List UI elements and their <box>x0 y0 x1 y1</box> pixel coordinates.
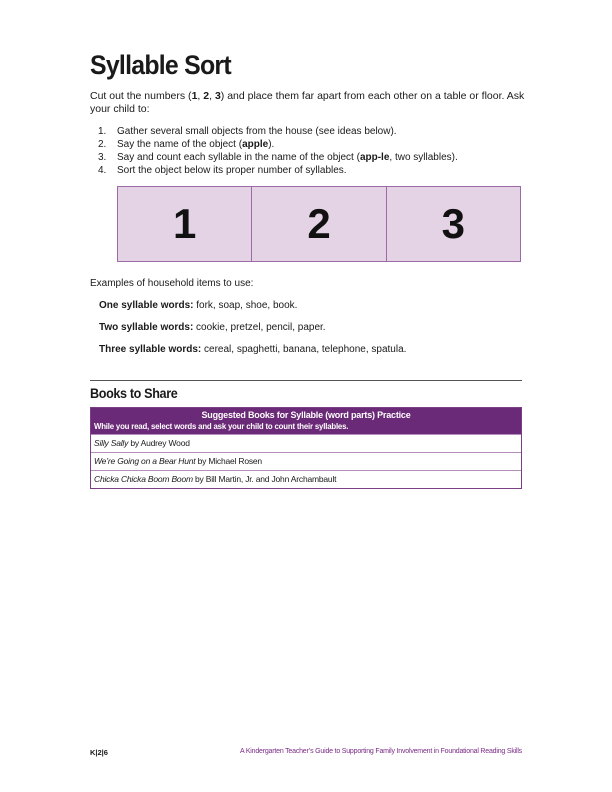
step-text: Gather several small objects from the house (see ideas below). <box>117 126 397 137</box>
intro-separator: , <box>209 90 215 102</box>
example-words: fork, soap, shoe, book. <box>193 300 298 311</box>
examples-intro: Examples of household items to use: <box>90 278 254 289</box>
step-item <box>98 151 528 164</box>
number-boxes <box>117 186 521 262</box>
page-number: K|2|6 <box>90 748 108 757</box>
table-row <box>91 452 521 470</box>
step-item <box>98 138 528 151</box>
table-row <box>91 470 521 488</box>
intro-number-3: 3 <box>214 90 221 102</box>
books-table-title: Suggested Books for Syllable (word parts) Practice <box>201 410 411 420</box>
step-number: 2. <box>98 139 107 150</box>
example-one-syllable <box>99 300 297 311</box>
footer-guide-title: A Kindergarten Teacher’s Guide to Supporting Family Involvement in Foundational Reading Skills <box>240 748 522 755</box>
example-words: cookie, pretzel, pencil, paper. <box>193 322 326 333</box>
step-text-part: , two syllables). <box>389 152 458 163</box>
step-text-part: Say the name of the object ( <box>117 139 243 150</box>
step-text <box>117 138 274 151</box>
books-table <box>90 407 522 489</box>
book-author: by Audrey Wood <box>128 438 190 448</box>
intro-text: Cut out the numbers ( <box>90 90 192 102</box>
intro-text-end: ) and place them far apart from each other on a table or floor. Ask your child to: <box>90 90 525 115</box>
number-box-1: 1 <box>118 187 252 261</box>
steps-list <box>98 125 528 177</box>
step-text-part: ). <box>268 139 275 150</box>
book-title: We’re Going on a Bear Hunt <box>94 456 196 466</box>
step-example-word: apple <box>242 139 269 150</box>
book-author: by Michael Rosen <box>195 456 262 466</box>
example-label: One syllable words: <box>99 300 194 311</box>
example-two-syllable <box>99 322 326 333</box>
step-text-part: Say and count each syllable in the name of the object ( <box>117 152 360 163</box>
books-table-subtitle: While you read, select words and ask your child to count their syllables. <box>94 421 349 431</box>
step-item <box>98 125 528 138</box>
step-text <box>117 151 458 164</box>
books-heading: Books to Share <box>90 385 178 401</box>
step-text: Sort the object below its proper number of syllables. <box>117 165 347 176</box>
intro-paragraph <box>90 90 525 116</box>
section-divider <box>90 380 522 381</box>
table-row <box>91 434 521 452</box>
step-example-word: app-le <box>359 152 390 163</box>
book-title: Silly Sally <box>94 438 129 448</box>
book-author: by Bill Martin, Jr. and John Archambault <box>192 474 337 484</box>
book-title: Chicka Chicka Boom Boom <box>94 474 193 484</box>
books-table-header <box>91 408 521 434</box>
intro-number-1: 1 <box>191 90 198 102</box>
example-label: Three syllable words: <box>99 344 202 355</box>
number-box-2: 2 <box>252 187 386 261</box>
intro-number-2: 2 <box>203 90 210 102</box>
example-three-syllable <box>99 344 406 355</box>
example-label: Two syllable words: <box>99 322 194 333</box>
example-words: cereal, spaghetti, banana, telephone, spatula. <box>201 344 407 355</box>
step-number: 4. <box>98 165 107 176</box>
step-number: 3. <box>98 152 107 163</box>
number-box-3: 3 <box>441 200 465 247</box>
step-item <box>98 164 528 177</box>
page-title: Syllable Sort <box>90 50 231 80</box>
step-number: 1. <box>98 126 107 137</box>
intro-separator: , <box>197 90 204 102</box>
